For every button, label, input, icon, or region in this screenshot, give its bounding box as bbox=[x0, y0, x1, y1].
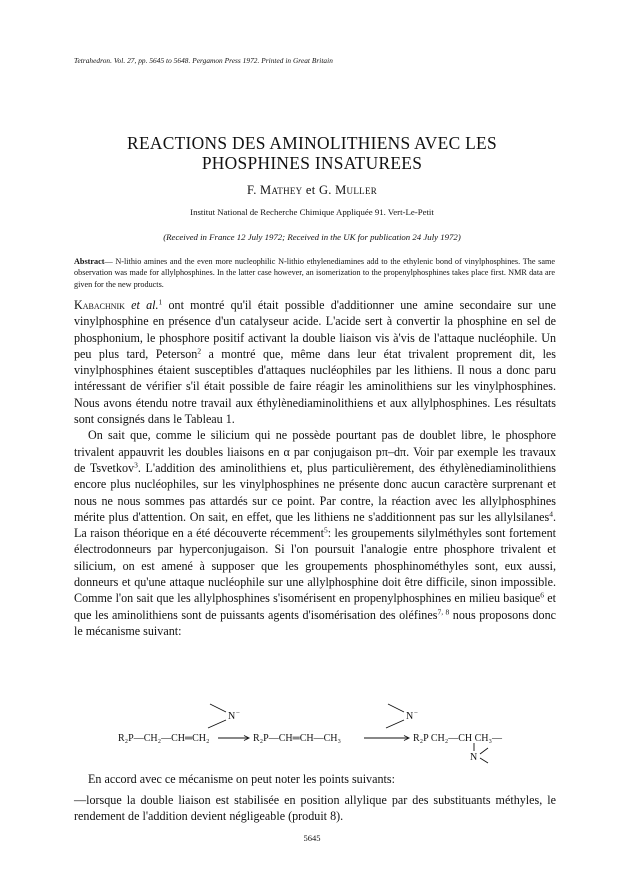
authors bbox=[60, 183, 564, 198]
cited-author: Kabachnik bbox=[74, 298, 125, 312]
paragraph-2-text-a: On sait que, comme le silicium qui ne possède pourtant pas de doublet libre, le phosphore trivalent appauvrit les doubles liaisons en α par conjugaison pπ–dπ. Voir par exemple les travaux de Tsvetkov bbox=[74, 428, 556, 475]
amide-bond-upper-1 bbox=[210, 704, 226, 712]
received-dates: (Received in France 12 July 1972; Received in the UK for publication 24 July 1972) bbox=[163, 232, 461, 242]
amide-charge-1: − bbox=[236, 709, 240, 717]
allylphosphine-formula: R₂P—CH₂—CH═CH₂ bbox=[118, 733, 210, 744]
amide-bond-upper-2 bbox=[388, 704, 404, 712]
paper-title bbox=[60, 133, 564, 173]
author-2: G. Muller bbox=[318, 183, 378, 197]
et-al: et al. bbox=[124, 298, 159, 312]
reference-3: 3 bbox=[134, 460, 138, 470]
reference-4: 4 bbox=[549, 509, 553, 519]
amide-bond-lower-1 bbox=[208, 720, 226, 728]
paragraph-1 bbox=[74, 297, 556, 427]
reference-2: 2 bbox=[197, 346, 202, 356]
product-n-bond-lower bbox=[480, 758, 488, 763]
paragraph-2-text-e: et que les aminolithiens sont de puissants agents d'isomérisation des oléfines bbox=[74, 591, 556, 622]
amide-n-1: N bbox=[228, 711, 236, 722]
paragraph-2 bbox=[74, 427, 556, 639]
accord-sentence: En accord avec ce mécanisme on peut noter les points suivants: bbox=[88, 772, 395, 786]
title-line-1: REACTIONS DES AMINOLITHIENS AVEC LES bbox=[127, 133, 497, 153]
paragraph-2-text-f: nous proposons donc le mécanisme suivant: bbox=[74, 607, 557, 638]
paragraph-2-text-b: . L'addition des aminolithiens et, plus particulièrement, des éthylènediaminolithiens encore plus nucléophiles, sur les vinylphosphines ne présente donc aucun caractère surprenant et nous ne nous sommes pas attardés sur ce point. Par contre, la réaction avec les allylphosphines mérite plus d'attention. On sait, en effet, que les lithiens ne s'additionnent pas sur les allylsilanes bbox=[74, 460, 557, 524]
institution: Institut National de Recherche Chimique Appliquée 91. Vert-Le-Petit bbox=[190, 207, 434, 217]
author-separator: et bbox=[302, 183, 319, 197]
abstract-label: Abstract bbox=[74, 257, 105, 266]
amide-n-2: N bbox=[406, 711, 414, 722]
reference-1: 1 bbox=[158, 297, 163, 307]
paragraph-2-text-d: : les groupements silylméthyles sont fortement électrodonneurs par hyperconjugaison. Si l'on poursuit l'analogie entre phosphore trivalent et silicium, on est amené à supposer que les groupements phosphinométhyles sont, eux aussi, donneurs et qu'une attaque nucléophile sur une allylphosphine doit être difficile, sinon impossible. Comme l'on sait que les allylphosphines s'isomérisent en propenylphosphines en milieu basique bbox=[74, 526, 556, 606]
title-line-2: PHOSPHINES INSATUREES bbox=[201, 153, 423, 173]
journal-citation: Tetrahedron. Vol. 27, pp. 5645 to 5648. Pergamon Press 1972. Printed in Great Britain bbox=[74, 56, 333, 65]
amide-charge-2: − bbox=[414, 709, 418, 717]
product-n-bond-upper bbox=[480, 748, 488, 754]
reaction-scheme bbox=[118, 702, 538, 764]
propenylphosphine-formula: R₂P—CH═CH—CH₃ bbox=[253, 733, 341, 744]
abstract-text: — N-lithio amines and the even more nucleophilic N-lithio ethylenediamines add to the ethylenic bond of vinylphosphines. The same observation was made for allylphosphines. In the latter case however, an isomerization to the propenylphosphines takes place first. NMR data are given for the new products. bbox=[74, 257, 555, 289]
paragraph-2-text-c: . La raison théorique en a été découverte récemment bbox=[74, 509, 556, 541]
paragraph-1-text-a: ont montré qu'il était possible d'additionner une amine secondaire sur une vinylphosphine en présence d'un catalyseur acide. L'acide sert à convertir la phosphine en sel de phosphonium, le phosphore positif activant la double liaison vis à'vis de l'attaque nucléophile. Un peu plus tard, Peterson bbox=[74, 298, 556, 361]
body-text bbox=[74, 297, 556, 639]
reference-7-8: 7, 8 bbox=[437, 607, 450, 617]
reference-6: 6 bbox=[540, 590, 544, 600]
adduct-formula: R₂P CH₂—CH CH₃— bbox=[413, 733, 502, 744]
page-number: 5645 bbox=[303, 833, 321, 843]
abstract bbox=[74, 256, 555, 290]
adduct-n: N bbox=[470, 752, 478, 763]
reference-5: 5 bbox=[323, 525, 328, 535]
amide-bond-lower-2 bbox=[386, 720, 404, 728]
paragraph-1-text-b: a montré que, même dans leur état trivalent proprement dit, les vinylphosphines étaient susceptibles d'attaques nucléophiles par les lithiens. Il nous a donc paru intéressant de vérifier s'il était possible de faire réagir les aminolithiens sur les vinylphosphines. Nous avons étendu notre travail aux éthylènediaminolithiens et aux allylphosphines. Les résultats sont consignés dans le Tableau 1. bbox=[74, 346, 556, 427]
point-1: —lorsque la double liaison est stabilisée en position allylique par des substituants méthyles, le rendement de l'addition devient négligeable (produit 8). bbox=[74, 793, 556, 823]
author-1: F. Mathey bbox=[246, 183, 303, 197]
